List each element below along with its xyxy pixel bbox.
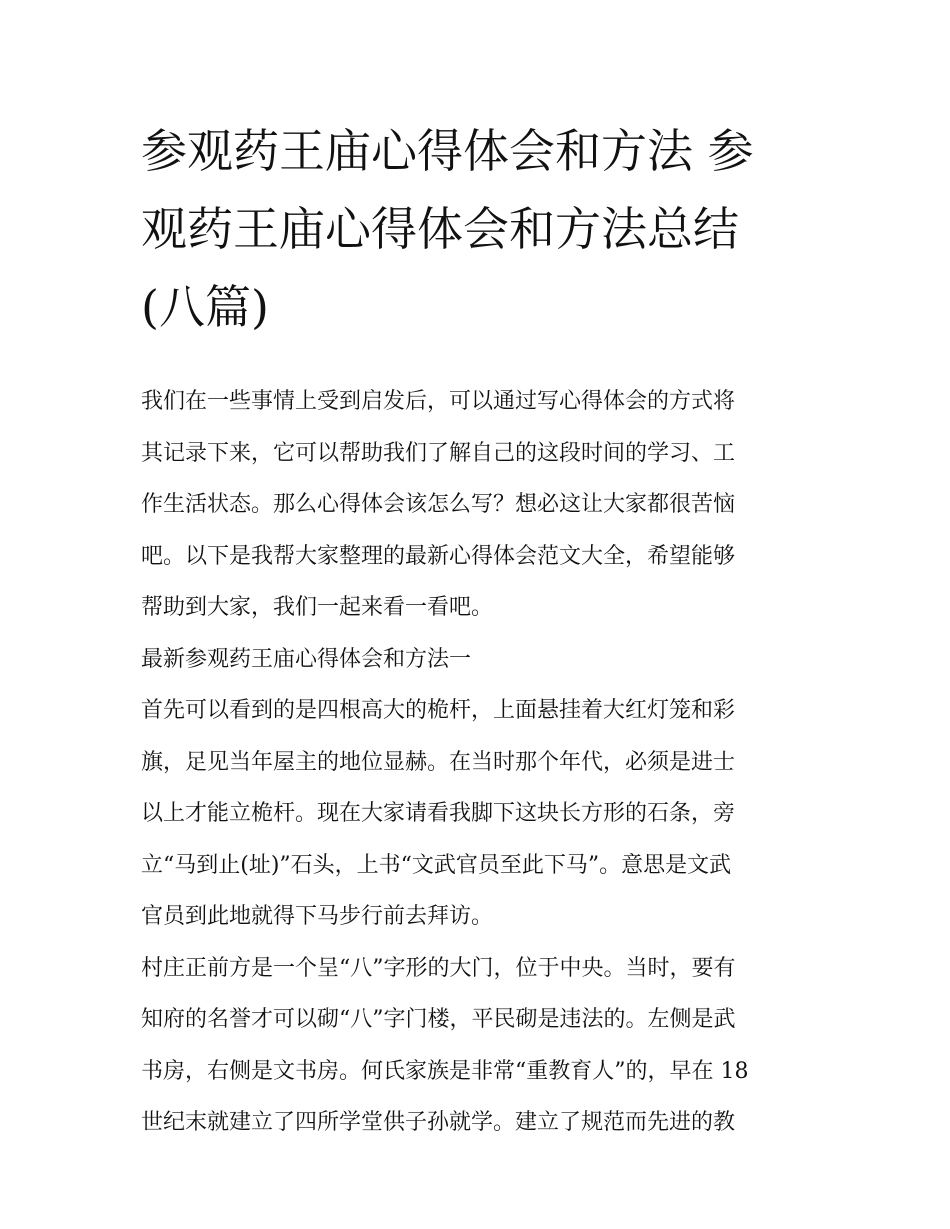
paragraph-2 xyxy=(141,943,811,1149)
text-line: 作生活状态。那么心得体会该怎么写？想必这让大家都很苦恼 xyxy=(141,492,736,517)
text-line: 以上才能立桅杆。现在大家请看我脚下这块长方形的石条，旁 xyxy=(141,801,736,826)
title-line: 观药王庙心得体会和方法总结 xyxy=(141,202,739,256)
text-line: 世纪末就建立了四所学堂供子孙就学。建立了规范而先进的教 xyxy=(141,1110,736,1135)
intro-paragraph xyxy=(141,376,811,634)
text-line: 首先可以看到的是四根高大的桅杆，上面悬挂着大红灯笼和彩 xyxy=(141,698,736,723)
text-line: 书房，右侧是文书房。何氏家族是非常“重教育人”的，早在 18 xyxy=(141,1058,749,1084)
document-title xyxy=(141,112,811,346)
title-line: 参观药王庙心得体会和方法 参 xyxy=(141,124,754,178)
text-line: 知府的名誉才可以砌“八”字门楼，平民砌是违法的。左侧是武 xyxy=(141,1007,736,1032)
paragraph-1 xyxy=(141,685,811,943)
title-line: (八篇) xyxy=(141,280,269,334)
text-line: 官员到此地就得下马步行前去拜访。 xyxy=(141,904,494,929)
text-line: 旗，足见当年屋主的地位显赫。在当时那个年代，必须是进士 xyxy=(141,749,736,775)
text-line: 村庄正前方是一个呈“八”字形的大门，位于中央。当时，要有 xyxy=(141,955,736,981)
document-page xyxy=(141,112,811,1149)
text-line: 帮助到大家，我们一起来看一看吧。 xyxy=(141,595,494,620)
text-line: 其记录下来，它可以帮助我们了解自己的这段时间的学习、工 xyxy=(141,440,736,466)
text-line: 我们在一些事情上受到启发后，可以通过写心得体会的方式将 xyxy=(141,389,736,414)
document-body xyxy=(141,376,811,1149)
text-line: 立“马到止(址)”石头，上书“文武官员至此下马”。意思是文武 xyxy=(141,852,732,878)
section-heading-text: 最新参观药王庙心得体会和方法一 xyxy=(141,646,472,672)
section-heading xyxy=(141,634,811,686)
text-line: 吧。以下是我帮大家整理的最新心得体会范文大全，希望能够 xyxy=(141,543,736,569)
